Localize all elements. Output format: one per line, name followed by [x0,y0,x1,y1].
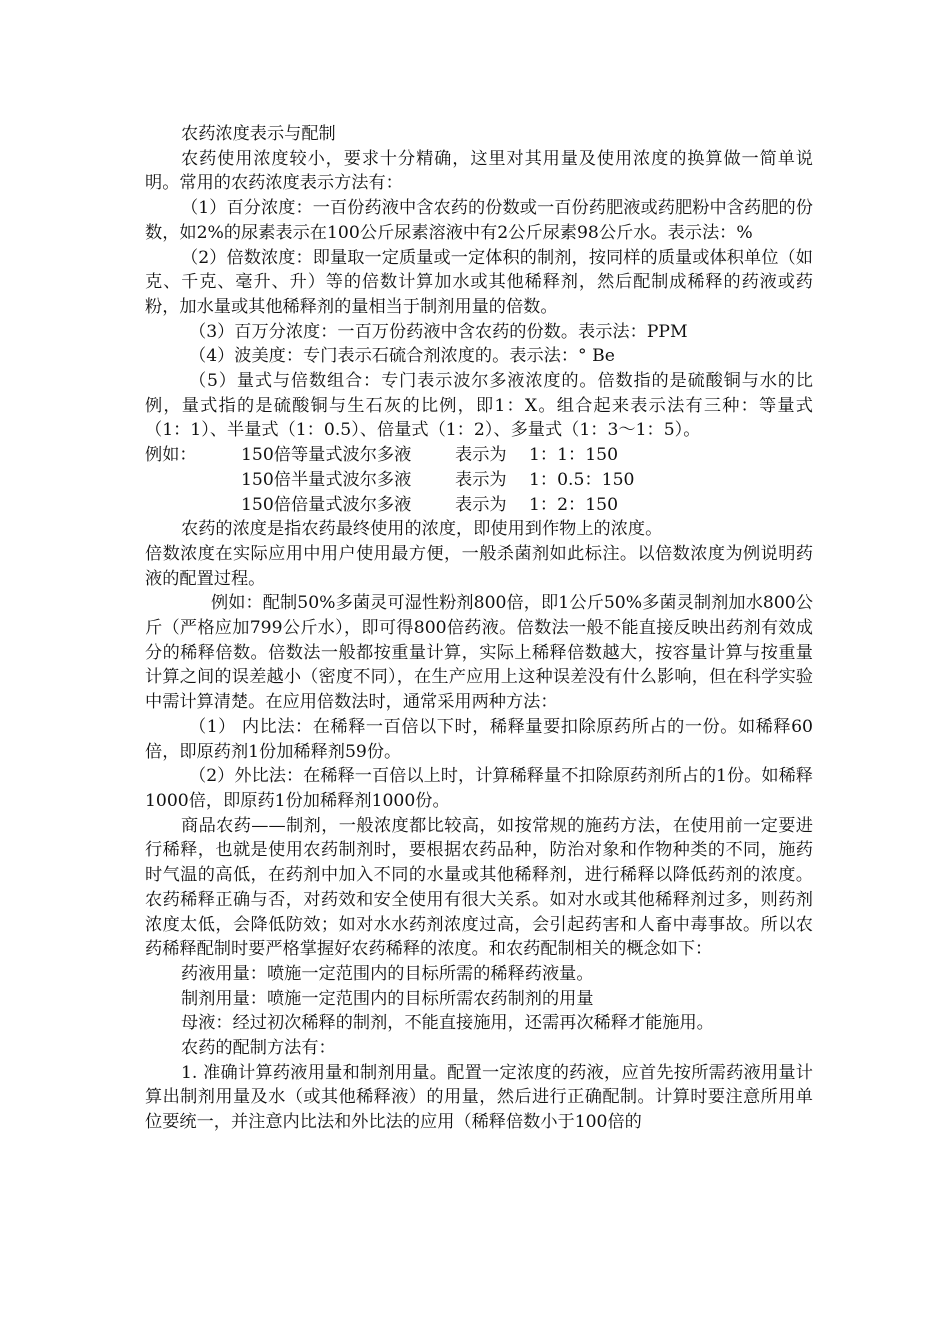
example-verb: 表示为 [455,494,507,515]
example-value: 1：1：150 [529,445,619,466]
example-verb: 表示为 [455,469,507,490]
example-value: 1：2：150 [529,494,619,515]
preparation-example-paragraph: 例如：配制50%多菌灵可湿性粉剂800倍，即1公斤50%多菌灵制剂加水800公斤（严格应加799公斤水），即可得800倍药液。倍数法一般不能直接反映出药剂有效成分的稀释倍数。倍数法一般都按重量计算，实际上稀释倍数越大，按容量计算与按重量计算之间的误差越小（密度不同），在生产应用上这种误差没有什么影响，但在科学实验中需计算清楚。在应用倍数法时，通常采用两种方法： [145,593,813,713]
commercial-pesticide-paragraph: 商品农药——制剂，一般浓度都比较高，如按常规的施药方法，在使用前一定要进行稀释，也就是使用农药制剂时，要根据农药品种，防治对象和作物种类的不同，施药时气温的高低，在药剂中加入不同的水量或其他稀释剂，进行稀释以降低药剂的浓度。农药稀释正确与否，对药效和安全使用有很大关系。如对水或其他稀释剂过多，则药剂浓度太低，会降低防效；如对水水药剂浓度过高，会引起药害和人畜中毒事故。所以农药稀释配制时要严格掌握好农药稀释的浓度。和农药配制相关的概念如下： [145,815,813,960]
example-label: 例如： [145,445,197,466]
multiple-concentration-paragraph: （2）倍数浓度：即量取一定质量或一定体积的制剂，按同样的质量或体积单位（如克、千克、毫升、升）等的倍数计算加水或其他稀释剂，然后配制成稀释的药液或药粉，加水量或其他稀释剂的量相当于制剂用量的倍数。 [145,247,813,317]
example-name: 150倍倍量式波尔多液 [241,494,412,515]
ppm-paragraph: （3）百万分浓度：一百万份药液中含农药的份数。表示法：PPM [189,321,688,342]
definition-formulation-dosage: 制剂用量：喷施一定范围内的目标所需农药制剂的用量 [181,988,594,1009]
percent-concentration-paragraph: （1）百分浓度：一百份药液中含农药的份数或一百份药肥液或药肥粉中含药肥的份数，如2%的尿素表示在100公斤尿素溶液中有2公斤尿素98公斤水。表示法：% [145,198,813,243]
example-row [145,443,813,468]
example-verb: 表示为 [455,445,507,466]
example-value: 1：0.5：150 [529,469,635,490]
multiple-usage-paragraph: 倍数浓度在实际应用中用户使用最方便，一般杀菌剂如此标注。以倍数浓度为例说明药液的配置过程。 [145,543,813,589]
baume-paragraph: （4）波美度：专门表示石硫合剂浓度的。表示法：° Be [189,346,615,367]
methods-heading: 农药的配制方法有： [181,1038,336,1059]
outer-ratio-paragraph: （2）外比法：在稀释一百倍以上时，计算稀释量不扣除原药剂所占的1份。如稀释1000倍，即原药1份加稀释剂1000份。 [145,766,813,811]
definition-mother-liquor: 母液：经过初次稀释的制剂，不能直接施用，还需再次稀释才能施用。 [181,1013,714,1034]
definition-liquid-dosage: 药液用量：喷施一定范围内的目标所需的稀释药液量。 [181,963,594,984]
document-title: 农药浓度表示与配制 [181,124,336,144]
example-row [145,468,813,493]
document-page [145,122,813,1135]
example-name: 150倍等量式波尔多液 [241,445,412,466]
concentration-definition-paragraph: 农药的浓度是指农药最终使用的浓度，即使用到作物上的浓度。 [181,519,663,540]
inner-ratio-paragraph: （1） 内比法：在稀释一百倍以下时，稀释量要扣除原药所占的一份。如稀释60倍，即原药剂1份加稀释剂59份。 [145,716,813,762]
step-1-paragraph: 1. 准确计算药液用量和制剂用量。配置一定浓度的药液，应首先按所需药液用量计算出制剂用量及水（或其他稀释液）的用量，然后进行正确配制。计算时要注意所用单位要统一，并注意内比法和外比法的应用（稀释倍数小于100倍的 [145,1062,813,1133]
example-name: 150倍半量式波尔多液 [241,469,412,490]
example-row [145,493,813,518]
bordeaux-paragraph: （5）量式与倍数组合：专门表示波尔多液浓度的。倍数指的是硫酸铜与水的比例，量式指的是硫酸铜与生石灰的比例，即1：X。组合起来表示法有三种：等量式（1：1）、半量式（1：0.5）、倍量式（1：2）、多量式（1：3～1：5）。 [145,371,813,441]
intro-paragraph: 农药使用浓度较小，要求十分精确，这里对其用量及使用浓度的换算做一简单说明。常用的农药浓度表示方法有： [145,148,813,194]
